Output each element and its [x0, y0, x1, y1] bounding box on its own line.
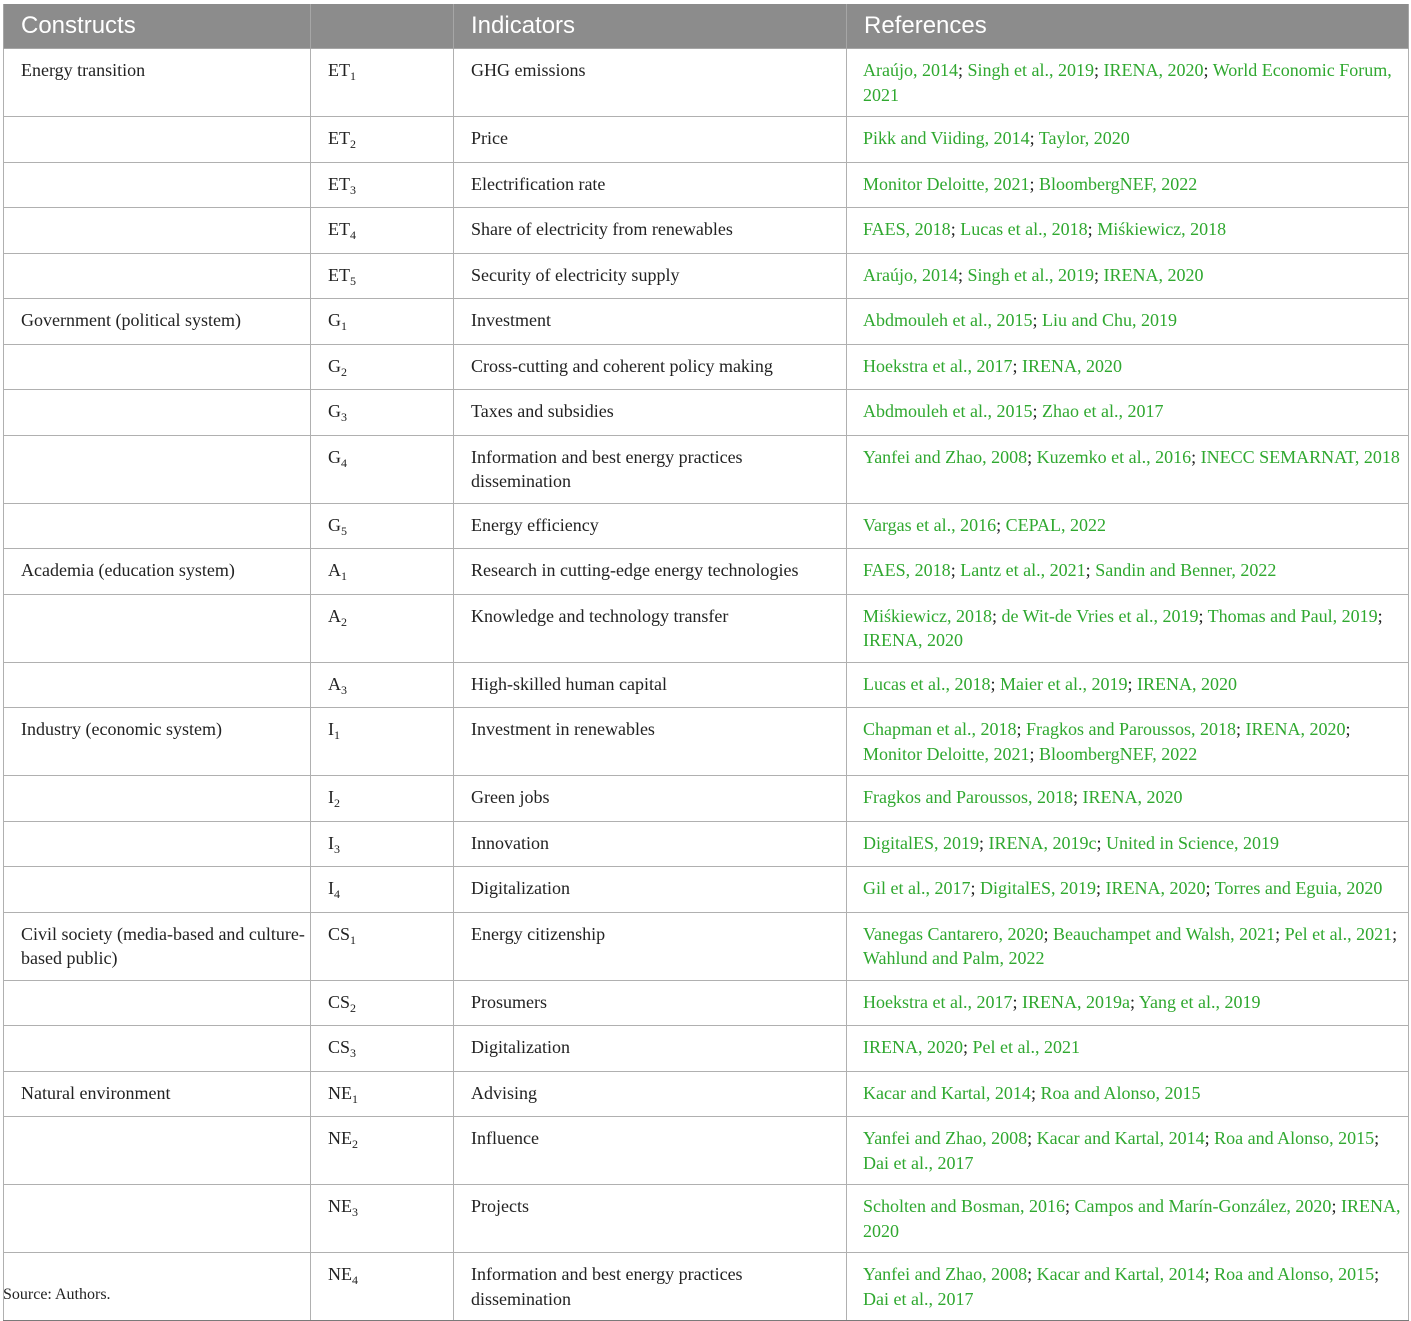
code-cell	[311, 594, 454, 662]
code-cell	[311, 1185, 454, 1253]
indicator-cell: Information and best energy practices dissemination	[454, 435, 847, 503]
reference-separator: ;	[1377, 605, 1383, 626]
table-row	[4, 1185, 1409, 1253]
indicator-cell: Knowledge and technology transfer	[454, 594, 847, 662]
reference-separator: ;	[1096, 832, 1107, 853]
reference-link[interactable]: Maier et al., 2019	[999, 673, 1128, 694]
reference-link[interactable]: Beauchampet and Walsh, 2021	[1052, 923, 1276, 944]
code-subscript: 1	[350, 932, 357, 947]
reference-link[interactable]: Pel et al., 2021	[1284, 923, 1393, 944]
code-subscript: 3	[341, 682, 347, 697]
code-subscript: 4	[350, 228, 356, 242]
code-label: CS	[328, 1037, 351, 1057]
table-row	[4, 708, 1409, 776]
reference-link[interactable]: IRENA, 2020	[863, 630, 963, 650]
indicator-cell: Share of electricity from renewables	[454, 208, 847, 254]
reference-link[interactable]: Torres and Eguia, 2020	[1214, 878, 1383, 898]
references-cell	[847, 1071, 1409, 1117]
reference-link[interactable]: IRENA, 2020	[1021, 355, 1122, 376]
code-subscript: 3	[334, 841, 340, 856]
reference-separator: ;	[1027, 446, 1037, 467]
code-label: G	[328, 446, 341, 467]
indicator-cell: Information and best energy practices dissemination	[454, 1253, 847, 1321]
reference-link[interactable]: Lantz et al., 2021	[960, 560, 1086, 580]
construct-cell	[4, 867, 311, 913]
construct-cell: Academia (education system)	[4, 549, 311, 595]
construct-cell	[4, 208, 311, 254]
reference-link[interactable]: IRENA, 2020	[1245, 719, 1346, 739]
code-cell	[311, 912, 454, 980]
references-cell	[847, 344, 1409, 390]
table-row	[4, 208, 1409, 254]
code-subscript: 4	[341, 455, 347, 470]
indicator-cell: Investment in renewables	[454, 708, 847, 776]
references-cell	[847, 117, 1409, 163]
construct-cell	[4, 435, 311, 503]
code-label: NE	[328, 1196, 352, 1216]
code-label: G	[328, 310, 341, 330]
construct-cell	[4, 344, 311, 390]
code-label: NE	[328, 1264, 352, 1284]
reference-link[interactable]: DigitalES, 2019	[863, 832, 979, 853]
indicator-cell: Innovation	[454, 821, 847, 867]
reference-separator: ;	[1235, 719, 1246, 739]
reference-link[interactable]: Pikk and Viiding, 2014	[863, 128, 1030, 148]
code-cell	[311, 980, 454, 1026]
reference-link[interactable]: IRENA, 2020	[1082, 787, 1183, 807]
references-cell	[847, 1117, 1409, 1185]
reference-link[interactable]: IRENA, 2020	[1103, 60, 1204, 80]
indicator-cell: Cross-cutting and coherent policy making	[454, 344, 847, 390]
construct-cell	[4, 776, 311, 822]
table-row	[4, 662, 1409, 708]
reference-separator: ;	[1016, 719, 1026, 739]
reference-link[interactable]: Kacar and Kartal, 2014	[863, 1082, 1031, 1103]
reference-link[interactable]: BloombergNEF, 2022	[1039, 743, 1198, 764]
code-label: ET	[328, 219, 350, 239]
code-subscript: 3	[350, 182, 356, 197]
table-body	[4, 49, 1409, 1321]
code-subscript: 3	[341, 410, 347, 424]
reference-link[interactable]: Araújo, 2014	[863, 264, 958, 285]
reference-separator: ;	[1029, 173, 1039, 194]
references-cell	[847, 390, 1409, 436]
reference-link[interactable]: CEPAL, 2022	[1005, 514, 1107, 535]
code-label: NE	[328, 1082, 352, 1103]
code-label: A	[328, 673, 341, 694]
reference-separator: ;	[1029, 128, 1039, 148]
reference-separator: ;	[1087, 219, 1098, 239]
reference-separator: ;	[1085, 560, 1096, 580]
reference-separator: ;	[950, 560, 961, 580]
reference-link[interactable]: Fragkos and Paroussos, 2018	[863, 787, 1073, 807]
code-label: CS	[328, 923, 351, 944]
construct-cell: Government (political system)	[4, 299, 311, 345]
references-cell	[847, 776, 1409, 822]
code-cell	[311, 253, 454, 299]
indicator-cell: Energy citizenship	[454, 912, 847, 980]
reference-link[interactable]: IRENA, 2020	[863, 1037, 963, 1057]
indicator-cell: Energy efficiency	[454, 503, 847, 549]
reference-separator: ;	[1392, 923, 1398, 944]
references-cell	[847, 253, 1409, 299]
code-label: CS	[328, 991, 351, 1012]
reference-separator: ;	[1027, 1264, 1037, 1284]
code-cell	[311, 208, 454, 254]
constructs-table	[3, 4, 1409, 1321]
reference-link[interactable]: de Wit-de Vries et al., 2019	[1001, 605, 1199, 626]
reference-link[interactable]: DigitalES, 2019	[980, 878, 1096, 898]
code-cell	[311, 344, 454, 390]
construct-cell	[4, 162, 311, 208]
reference-link[interactable]: Hoekstra et al., 2017	[863, 355, 1013, 376]
reference-separator: ;	[1073, 787, 1083, 807]
code-subscript: 3	[350, 1046, 357, 1060]
reference-separator: ;	[996, 514, 1006, 535]
reference-link[interactable]: World Economic Forum, 2021	[863, 60, 1392, 105]
construct-cell: Natural environment	[4, 1071, 311, 1117]
code-cell	[311, 299, 454, 345]
references-cell	[847, 1026, 1409, 1072]
references-cell	[847, 49, 1409, 117]
reference-separator: ;	[1198, 605, 1208, 626]
reference-separator: ;	[1275, 923, 1285, 944]
table-row	[4, 344, 1409, 390]
code-cell	[311, 821, 454, 867]
reference-link[interactable]: Wahlund and Palm, 2022	[863, 948, 1045, 968]
code-cell	[311, 549, 454, 595]
table-row	[4, 390, 1409, 436]
reference-separator: ;	[1345, 719, 1351, 739]
reference-link[interactable]: Fragkos and Paroussos, 2018	[1025, 719, 1236, 739]
code-label: I	[328, 787, 334, 807]
construct-cell	[4, 1185, 311, 1253]
code-cell	[311, 708, 454, 776]
code-subscript: 1	[334, 728, 340, 742]
header-indicators: Indicators	[454, 4, 847, 49]
reference-link[interactable]: IRENA, 2020	[1105, 878, 1206, 898]
reference-link[interactable]: Kuzemko et al., 2016	[1036, 446, 1192, 467]
reference-link[interactable]: Vargas et al., 2016	[863, 514, 997, 535]
construct-cell: Civil society (media-based and culture-based public)	[4, 912, 311, 980]
reference-separator: ;	[1127, 673, 1137, 694]
code-cell	[311, 435, 454, 503]
code-label: ET	[328, 128, 350, 148]
reference-link[interactable]: Miśkiewicz, 2018	[1097, 219, 1227, 239]
indicator-cell: Prosumers	[454, 980, 847, 1026]
references-cell	[847, 912, 1409, 980]
construct-cell	[4, 1117, 311, 1185]
table-row	[4, 1071, 1409, 1117]
reference-separator: ;	[1064, 1196, 1075, 1216]
header-code	[311, 4, 454, 49]
table-row	[4, 867, 1409, 913]
references-cell	[847, 503, 1409, 549]
reference-link[interactable]: Yanfei and Zhao, 2008	[863, 446, 1028, 467]
references-cell	[847, 1253, 1409, 1321]
indicator-cell: High-skilled human capital	[454, 662, 847, 708]
code-subscript: 2	[334, 796, 340, 810]
table-row	[4, 821, 1409, 867]
reference-separator: ;	[1331, 1196, 1341, 1216]
table-row	[4, 503, 1409, 549]
reference-link[interactable]: Roa and Alonso, 2015	[1214, 1264, 1375, 1284]
references-cell	[847, 162, 1409, 208]
reference-link[interactable]: Thomas and Paul, 2019	[1207, 605, 1378, 626]
indicator-cell: Security of electricity supply	[454, 253, 847, 299]
reference-link[interactable]: Pel et al., 2021	[972, 1037, 1080, 1057]
reference-link[interactable]: Abdmouleh et al., 2015	[863, 310, 1033, 330]
header-constructs: Constructs	[4, 4, 311, 49]
reference-link[interactable]: Chapman et al., 2018	[863, 719, 1017, 739]
reference-link[interactable]: Singh et al., 2019	[967, 264, 1094, 285]
indicator-cell: GHG emissions	[454, 49, 847, 117]
reference-link[interactable]: Singh et al., 2019	[967, 60, 1094, 80]
reference-separator: ;	[1204, 1264, 1215, 1284]
reference-separator: ;	[970, 878, 980, 898]
table-row	[4, 49, 1409, 117]
code-subscript: 4	[352, 1273, 358, 1287]
table-row	[4, 1026, 1409, 1072]
reference-separator: ;	[1374, 1264, 1380, 1284]
references-cell	[847, 1185, 1409, 1253]
code-cell	[311, 162, 454, 208]
indicator-cell: Digitalization	[454, 1026, 847, 1072]
reference-separator: ;	[957, 60, 968, 80]
reference-separator: ;	[1027, 1128, 1037, 1148]
reference-link[interactable]: IRENA, 2019a	[1021, 991, 1130, 1012]
table-row	[4, 117, 1409, 163]
reference-separator: ;	[991, 605, 1002, 626]
construct-cell: Industry (economic system)	[4, 708, 311, 776]
indicator-cell: Investment	[454, 299, 847, 345]
references-cell	[847, 435, 1409, 503]
construct-cell	[4, 662, 311, 708]
code-cell	[311, 1071, 454, 1117]
table-row	[4, 549, 1409, 595]
table-row	[4, 162, 1409, 208]
reference-link[interactable]: Lucas et al., 2018	[863, 673, 991, 694]
code-subscript: 5	[341, 523, 347, 538]
construct-cell	[4, 253, 311, 299]
code-subscript: 2	[341, 614, 347, 629]
reference-link[interactable]: Scholten and Bosman, 2016	[863, 1196, 1065, 1216]
code-label: ET	[328, 60, 350, 80]
reference-link[interactable]: Taylor, 2020	[1038, 128, 1130, 148]
reference-separator: ;	[979, 832, 989, 853]
code-cell	[311, 776, 454, 822]
reference-link[interactable]: IRENA, 2020	[1136, 673, 1237, 694]
reference-link[interactable]: Abdmouleh et al., 2015	[863, 401, 1033, 421]
references-cell	[847, 662, 1409, 708]
reference-link[interactable]: Kacar and Kartal, 2014	[1036, 1264, 1205, 1284]
header-row	[4, 4, 1409, 49]
indicator-cell: Taxes and subsidies	[454, 390, 847, 436]
construct-cell	[4, 821, 311, 867]
table-row	[4, 299, 1409, 345]
code-label: G	[328, 401, 341, 421]
indicator-cell: Electrification rate	[454, 162, 847, 208]
reference-separator: ;	[950, 219, 961, 239]
reference-separator: ;	[1096, 878, 1106, 898]
reference-link[interactable]: Yang et al., 2019	[1138, 991, 1261, 1012]
reference-link[interactable]: Vanegas Cantarero, 2020	[863, 923, 1044, 944]
reference-separator: ;	[1012, 991, 1022, 1012]
reference-link[interactable]: Sandin and Benner, 2022	[1095, 560, 1277, 580]
table-row	[4, 594, 1409, 662]
construct-cell	[4, 117, 311, 163]
table-row	[4, 1253, 1409, 1321]
code-cell	[311, 1117, 454, 1185]
code-label: ET	[328, 264, 350, 285]
references-cell	[847, 299, 1409, 345]
indicator-cell: Research in cutting-edge energy technologies	[454, 549, 847, 595]
indicator-cell: Influence	[454, 1117, 847, 1185]
indicator-cell: Projects	[454, 1185, 847, 1253]
table-row	[4, 1117, 1409, 1185]
reference-link[interactable]: IRENA, 2019c	[988, 832, 1097, 853]
reference-link[interactable]: INECC SEMARNAT, 2018	[1200, 446, 1400, 467]
code-subscript: 2	[350, 1000, 357, 1015]
table-row	[4, 912, 1409, 980]
reference-separator: ;	[990, 673, 1000, 694]
reference-link[interactable]: FAES, 2018	[863, 219, 951, 239]
code-label: A	[328, 605, 341, 626]
indicator-cell: Digitalization	[454, 867, 847, 913]
code-label: G	[328, 355, 341, 376]
reference-link[interactable]: Monitor Deloitte, 2021	[863, 173, 1030, 194]
reference-separator: ;	[1032, 401, 1042, 421]
code-cell	[311, 117, 454, 163]
reference-link[interactable]: BloombergNEF, 2022	[1039, 173, 1198, 194]
reference-link[interactable]: Yanfei and Zhao, 2008	[863, 1128, 1028, 1148]
reference-link[interactable]: Araújo, 2014	[863, 60, 958, 80]
code-subscript: 1	[352, 1091, 358, 1106]
references-cell	[847, 708, 1409, 776]
reference-link[interactable]: Monitor Deloitte, 2021	[863, 743, 1030, 764]
reference-link[interactable]: Yanfei and Zhao, 2008	[863, 1264, 1028, 1284]
code-subscript: 5	[350, 273, 356, 288]
code-label: I	[328, 832, 334, 853]
code-cell	[311, 662, 454, 708]
construct-cell	[4, 594, 311, 662]
header-references: References	[847, 4, 1409, 49]
reference-link[interactable]: Roa and Alonso, 2015	[1214, 1128, 1375, 1148]
reference-link[interactable]: Dai et al., 2017	[863, 1288, 974, 1309]
reference-link[interactable]: Campos and Marín-González, 2020	[1074, 1196, 1332, 1216]
code-label: NE	[328, 1128, 352, 1148]
references-cell	[847, 549, 1409, 595]
code-subscript: 1	[341, 569, 347, 583]
code-cell	[311, 503, 454, 549]
reference-link[interactable]: IRENA, 2020	[863, 1196, 1401, 1241]
code-subscript: 4	[334, 887, 340, 901]
code-cell	[311, 1253, 454, 1321]
reference-link[interactable]: Hoekstra et al., 2017	[863, 991, 1013, 1012]
reference-separator: ;	[1094, 264, 1104, 285]
reference-separator: ;	[1203, 60, 1213, 80]
code-subscript: 3	[352, 1205, 358, 1219]
construct-cell: Energy transition	[4, 49, 311, 117]
code-cell	[311, 390, 454, 436]
reference-separator: ;	[1191, 446, 1201, 467]
reference-link[interactable]: Gil et al., 2017	[863, 878, 971, 898]
code-cell	[311, 1026, 454, 1072]
reference-separator: ;	[1205, 878, 1215, 898]
reference-link[interactable]: Miśkiewicz, 2018	[863, 605, 992, 626]
references-cell	[847, 980, 1409, 1026]
code-cell	[311, 867, 454, 913]
reference-link[interactable]: Liu and Chu, 2019	[1042, 310, 1177, 330]
code-label: G	[328, 514, 341, 535]
code-subscript: 1	[350, 69, 356, 83]
code-label: ET	[328, 173, 350, 194]
reference-link[interactable]: IRENA, 2020	[1103, 264, 1204, 285]
indicator-cell: Green jobs	[454, 776, 847, 822]
reference-link[interactable]: Dai et al., 2017	[863, 1152, 974, 1173]
table-row	[4, 435, 1409, 503]
reference-link[interactable]: United in Science, 2019	[1106, 832, 1279, 853]
code-subscript: 2	[350, 137, 356, 151]
reference-separator: ;	[1094, 60, 1104, 80]
construct-cell	[4, 390, 311, 436]
reference-separator: ;	[1204, 1128, 1215, 1148]
construct-cell	[4, 503, 311, 549]
code-subscript: 2	[352, 1137, 358, 1151]
table-row	[4, 980, 1409, 1026]
reference-separator: ;	[1012, 355, 1022, 376]
code-subscript: 2	[341, 364, 347, 379]
indicator-cell: Advising	[454, 1071, 847, 1117]
code-label: A	[328, 560, 341, 580]
construct-cell	[4, 1026, 311, 1072]
table-row	[4, 253, 1409, 299]
reference-separator: ;	[1030, 1082, 1041, 1103]
reference-separator: ;	[1374, 1128, 1380, 1148]
indicator-cell: Price	[454, 117, 847, 163]
code-label: I	[328, 878, 334, 898]
reference-link[interactable]: Roa and Alonso, 2015	[1040, 1082, 1201, 1103]
table-row	[4, 776, 1409, 822]
references-cell	[847, 867, 1409, 913]
reference-separator: ;	[957, 264, 968, 285]
reference-separator: ;	[1043, 923, 1053, 944]
reference-link[interactable]: Zhao et al., 2017	[1042, 401, 1164, 421]
references-cell	[847, 594, 1409, 662]
reference-link[interactable]: Kacar and Kartal, 2014	[1036, 1128, 1205, 1148]
reference-separator: ;	[1129, 991, 1139, 1012]
source-note: Source: Authors.	[3, 1286, 111, 1303]
code-subscript: 1	[341, 319, 347, 333]
reference-separator: ;	[1032, 310, 1042, 330]
code-label: I	[328, 719, 334, 739]
reference-link[interactable]: Lucas et al., 2018	[960, 219, 1088, 239]
references-cell	[847, 821, 1409, 867]
references-cell	[847, 208, 1409, 254]
construct-cell	[4, 980, 311, 1026]
code-cell	[311, 49, 454, 117]
reference-separator: ;	[1029, 743, 1039, 764]
reference-separator: ;	[963, 1037, 973, 1057]
reference-link[interactable]: FAES, 2018	[863, 560, 951, 580]
